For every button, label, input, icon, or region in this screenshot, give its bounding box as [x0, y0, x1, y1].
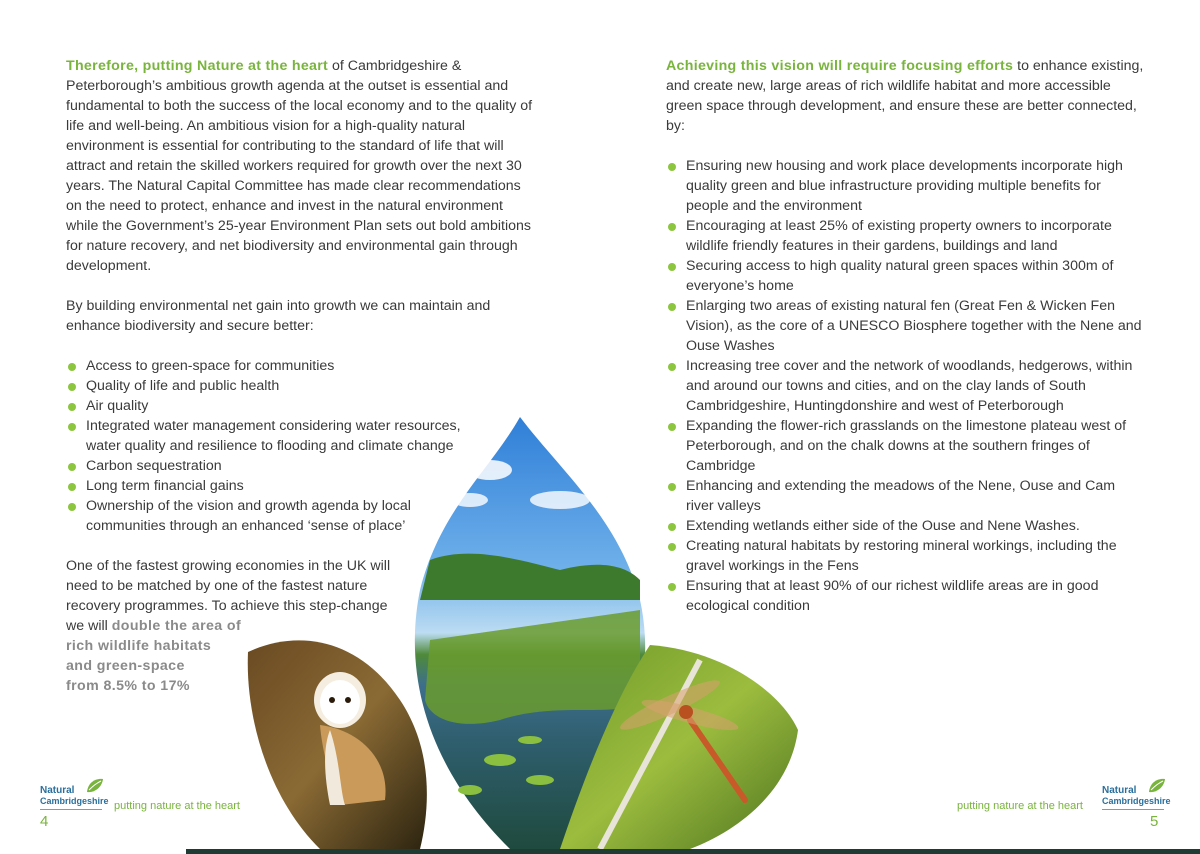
- list-item: Creating natural habitats by restoring mineral workings, including the gravel workings in the Fens: [666, 536, 1146, 576]
- vision-highlight: Achieving this vision will require focusing efforts: [666, 58, 1014, 74]
- logo-line2: Cambridgeshire: [40, 796, 109, 806]
- footer-tagline: putting nature at the heart: [114, 800, 240, 812]
- step-change-line: recovery programmes. To achieve this step-change: [66, 598, 388, 614]
- target-emphasis: rich wildlife habitats: [66, 638, 212, 654]
- footer-tagline: putting nature at the heart: [957, 800, 1083, 812]
- logo-line1: Natural: [1102, 785, 1137, 796]
- list-item: Ensuring new housing and work place developments incorporate high quality green and blue infrastructure providing multiple benefits for people and the environment: [666, 156, 1146, 216]
- intro-paragraph: [66, 56, 536, 276]
- logo-line1: Natural: [40, 785, 75, 796]
- actions-list: [666, 156, 1146, 616]
- target-emphasis: and green-space: [66, 658, 185, 674]
- leaf-logo-icon: [1146, 776, 1168, 796]
- step-change-line: One of the fastest growing economies in the UK will: [66, 558, 391, 574]
- vision-body: to enhance existing, and create new, large areas of rich wildlife habitat and more accessible green space through development, and ensure these are better connected, by:: [666, 58, 1144, 134]
- step-change-prefix: we will: [66, 618, 112, 634]
- intro-body: of Cambridgeshire & Peterborough’s ambitious growth agenda at the outset is essential and fundamental to both the success of the local economy and to the quality of life and well-being. An ambitious vision for a high-quality natural environment is essential for contributing to the standard of life that will attract and retain the skilled workers required for growth over the next 30 years. The Natural Capital Committee has made clear recommendations on the need to protect, enhance and invest in the natural environment while the Government’s 25-year Environment Plan sets out bold ambitions for nature recovery, and net biodiversity and environmental gain through development.: [66, 58, 533, 274]
- target-emphasis: double the area of: [111, 618, 242, 634]
- bottom-rule: [186, 849, 1200, 854]
- list-item: Enhancing and extending the meadows of the Nene, Ouse and Cam river valleys: [666, 476, 1146, 516]
- leaf-logo-icon: [84, 776, 106, 796]
- list-item: Quality of life and public health: [66, 376, 536, 396]
- vision-paragraph: [666, 56, 1146, 136]
- logo-underline: [1102, 809, 1164, 810]
- list-item: Access to green-space for communities: [66, 356, 536, 376]
- list-item: Long term financial gains: [66, 476, 536, 496]
- right-page-content: [666, 56, 1146, 616]
- intro-highlight: Therefore, putting Nature at the heart: [66, 58, 329, 74]
- list-item: Air quality: [66, 396, 536, 416]
- step-change-paragraph: [66, 556, 536, 696]
- list-item: Ensuring that at least 90% of our richest wildlife areas are in good ecological condition: [666, 576, 1146, 616]
- list-item: Integrated water management considering water resources, water quality and resilience to flooding and climate change: [66, 416, 481, 456]
- list-item: Carbon sequestration: [66, 456, 536, 476]
- list-item: Securing access to high quality natural green spaces within 300m of everyone’s home: [666, 256, 1146, 296]
- step-change-line: need to be matched by one of the fastest nature: [66, 578, 368, 594]
- page-number-right: 5: [1150, 813, 1159, 830]
- logo-underline: [40, 809, 102, 810]
- list-item: Extending wetlands either side of the Ouse and Nene Washes.: [666, 516, 1146, 536]
- list-item: Enlarging two areas of existing natural fen (Great Fen & Wicken Fen Vision), as the core of a UNESCO Biosphere together with the Nene and Ouse Washes: [666, 296, 1146, 356]
- benefits-list: [66, 356, 536, 536]
- list-item: Increasing tree cover and the network of woodlands, hedgerows, within and around our towns and cities, and on the clay lands of South Cambridgeshire, Huntingdonshire and west of Peterborough: [666, 356, 1146, 416]
- logo-line2: Cambridgeshire: [1102, 796, 1171, 806]
- left-page-content: [66, 56, 536, 696]
- net-gain-paragraph: By building environmental net gain into growth we can maintain and enhance biodiversity and secure better:: [66, 298, 491, 334]
- page-number-left: 4: [40, 813, 49, 830]
- target-emphasis: from 8.5% to 17%: [66, 678, 190, 694]
- list-item: Ownership of the vision and growth agenda by local communities through an enhanced ‘sense of place’: [66, 496, 431, 536]
- list-item: Expanding the flower-rich grasslands on the limestone plateau west of Peterborough, and on the chalk downs at the southern fringes of Cambridge: [666, 416, 1146, 476]
- list-item: Encouraging at least 25% of existing property owners to incorporate wildlife friendly features in their gardens, buildings and land: [666, 216, 1146, 256]
